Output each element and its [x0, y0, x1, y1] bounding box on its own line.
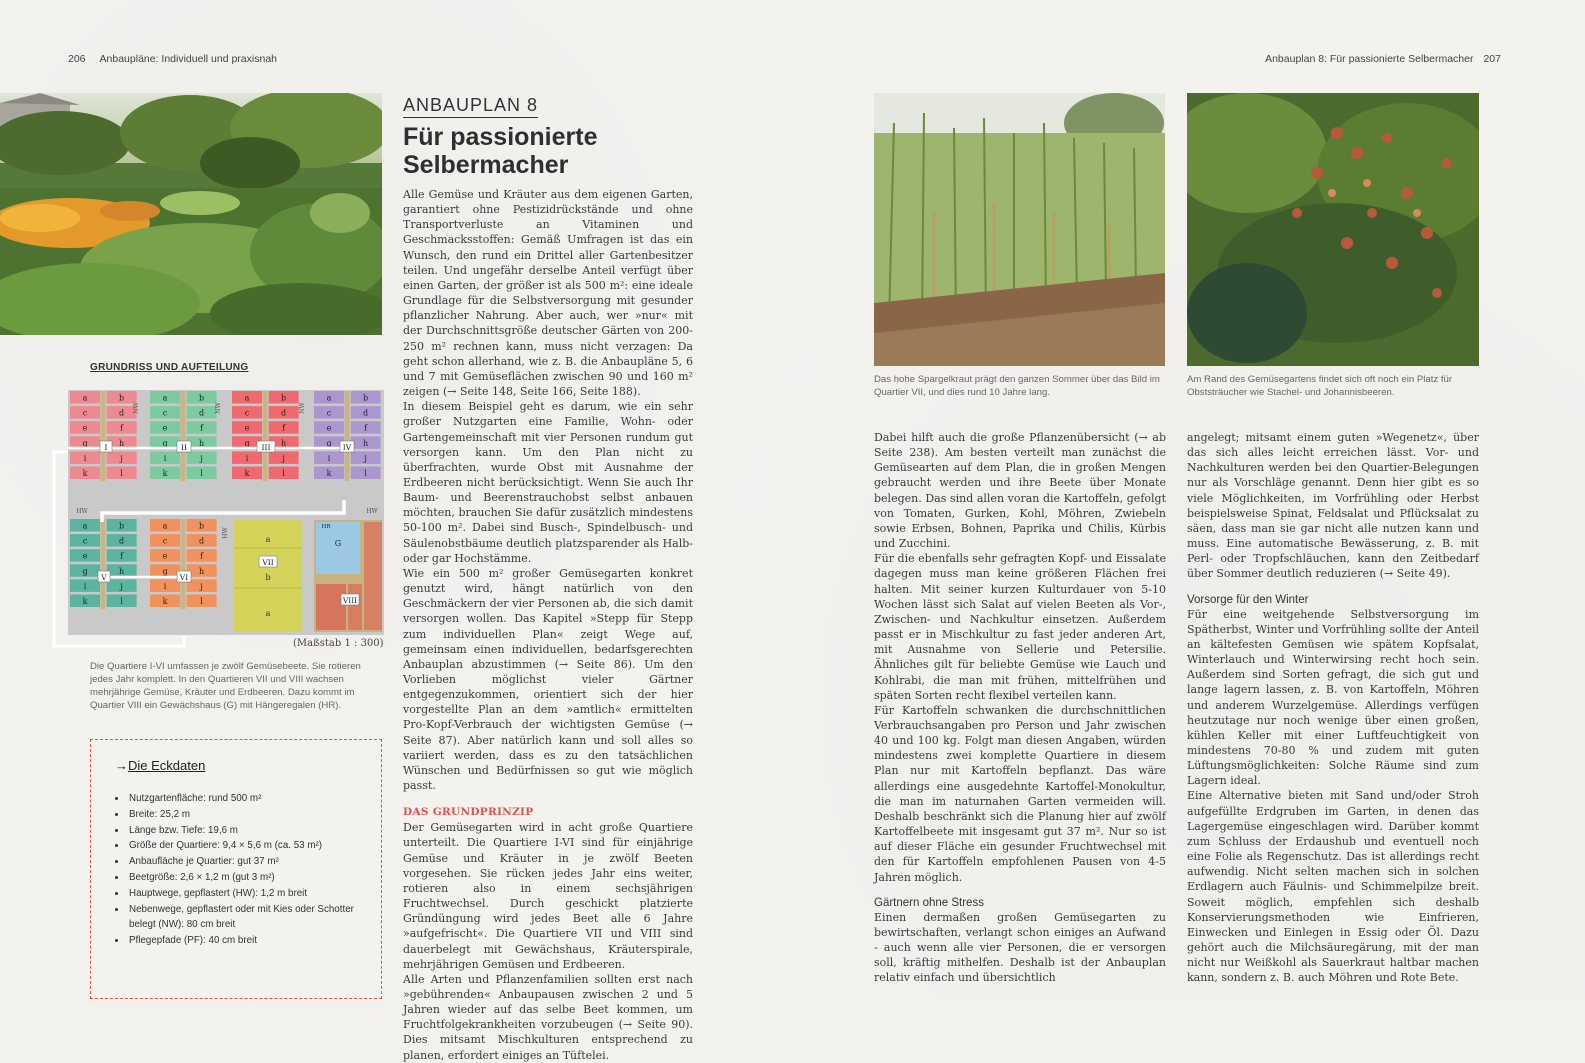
bed-letter: j [364, 453, 367, 463]
col3-paragraph: Für die ebenfalls sehr gefragten Kopf- und Eissalate dagegen muss man keine größeren Flächen frei halten. Mit seiner kurzen Kulturdauer von 5-10 Wochen lässt sich Salat auf vielen Beeten als Vor-, Zwischen- und Nachkultur einsetzen. Außerdem passt er in Mischkultur zu fast jeder anderen Art, mit Ausnahme von Sellerie und Petersilie. Ähnliches gilt für beliebte Gemüse wie Lauch und Kohlrabi, die man mit frühen, mittelfrühen und späten Sorten recht flexibel verteilen kann. [874, 552, 1166, 702]
nw-label: NW [299, 402, 306, 414]
eckdaten-item: • Beetgröße: 2,6 × 1,2 m (gut 3 m²) [127, 870, 381, 886]
pflegepfad [101, 519, 106, 609]
left-header-title: Anbaupläne: Individuell und praxisnah [99, 53, 277, 65]
bed-letter: h [119, 438, 125, 448]
bed-letter: b [119, 521, 125, 531]
eckdaten-box [90, 739, 382, 999]
eckdaten-item: • Anbaufläche je Quartier: gut 37 m² [127, 854, 381, 870]
bed-letter: a [162, 393, 168, 403]
bed-letter: j [200, 453, 203, 463]
eckdaten-item: • Größe der Quartiere: 9,4 × 5,6 m (ca. 53 m²) [127, 838, 381, 854]
grundprinzip-paragraph: Der Gemüsegarten wird in acht große Quartiere unterteilt. Die Quartiere I-VI sind für einjährige Gemüse und Kräuter in je zwölf Beeten vorgesehen. Sie rücken jedes Jahr eins weiter, rotieren also in einem sechsjährigen Fruchtwechsel. Durch geschickt platzierte Gründüngung wird jedes Beet alle 6 Jahre »aufgefrischt«. Die Quartiere VII und VIII sind dauerbelegt mit Gewächshaus, Kräuterspirale, mehrjährigen Gemüsen und Erdbeeren. [403, 821, 693, 971]
bed-letter: a [244, 393, 250, 403]
bed-letter: b [199, 521, 205, 531]
quarter-label: V [101, 573, 107, 582]
hw-label: HW [222, 527, 229, 539]
bed-letter: b [363, 393, 369, 403]
bed-letter: l [282, 469, 285, 478]
bed-letter: i [83, 581, 87, 591]
bed-letter: d [119, 536, 125, 546]
bed-letter: e [244, 423, 250, 433]
bed-letter: c [326, 408, 332, 418]
nw-label: NW [215, 402, 222, 414]
nw-label: NW [133, 402, 140, 414]
intro-text [403, 187, 693, 793]
bed-letter: a [82, 393, 88, 403]
bed-letter: k [162, 597, 168, 606]
quarter-8-bed [316, 584, 346, 630]
bed-letter: d [363, 408, 369, 418]
bed-letter: a [82, 521, 88, 531]
col3-paragraph: Für Kartoffeln schwanken die durchschnittlichen Verbrauchsangaben pro Person und Jahr zwischen 40 und 100 kg. Folgt man diesen Angaben, würden mindestens zwei komplette Quartiere in diesem Plan nur mit Kartoffeln bepflanzt. Das wäre allerdings eine ausgedehnte Kartoffel-Monokultur, die man im naturnahen Garten vermeiden will. Deshalb beschränkt sich die Planung hier auf zwölf Kartoffelbeete mit insgesamt gut 37 m². Nur so ist auf dieser Fläche ein gesunder Fruchtwechsel mit den für Kartoffeln empfohlenen Pausen von 4-5 Jahren möglich. [874, 703, 1166, 884]
hr-label: HR [321, 524, 331, 530]
bed-letter: k [326, 469, 332, 478]
column-3-text [874, 430, 1166, 885]
bed-letter: d [199, 536, 205, 546]
bed-letter: i [245, 453, 249, 463]
garden-plan-diagram [52, 388, 384, 650]
asparagus-caption: Das hohe Spargelkraut prägt den ganzen Sommer über das Bild im Quartier VII, und dies rund 10 Jahre lang. [874, 374, 1160, 398]
eckdaten-item: • Länge bzw. Tiefe: 19,6 m [127, 823, 381, 839]
bed-letter: c [82, 536, 88, 546]
asparagus-photo [874, 93, 1165, 366]
left-running-header [68, 53, 277, 65]
bed-letter: e [82, 423, 88, 433]
bed-letter: k [82, 597, 88, 606]
right-page-number: 207 [1483, 53, 1501, 65]
bed-letter: k [244, 469, 250, 478]
berry-bush-photo [1187, 93, 1479, 366]
col4-paragraph: angelegt; mitsamt einem guten »Wegenetz«, über das sich alles leicht erreichen lässt. Vor- und Nachkulturen werden bei den Quartier-Belegungen nur als Vorschläge genannt. Denn hier gibt es so viele Möglichkeiten, im Vorfrühling oder Herbst beispielsweise Spinat, Feldsalat und Pflücksalat zu säen, dass man sie gar nicht alle nutzen kann und muss. Eine automatische Bewässerung, z. B. mit Perl- oder Tropfschläuchen, kann den Zeitbedarf über Sommer deutlich reduzieren (→ Seite 49). [1187, 431, 1479, 581]
bed-letter: l [120, 597, 123, 606]
quarter-label: VI [179, 573, 189, 582]
intro-paragraph: Wie ein 500 m² großer Gemüsegarten konkret genutzt wird, hängt natürlich von den Geschmäckern der vier Personen ab, die sich damit versorgen wollen. Das Kapitel »Stepp für Stepp zum individuellen Plan« zeigt Wege auf, gemeinsam einen individuellen, bedarfsgerechten Anbauplan abzustimmen (→ Seite 86). Um den Vorlieben möglichst vieler Gärtner entgegenzukommen, orientiert sich der hier vorgestellte Plan an dem »amtlich« ermittelten Pro-Kopf-Verbrauch der wichtigsten Gemüse (→ Seite 87). Aber natürlich kann und soll alles so variiert werden, dass es zu den tatsächlichen Wünschen und Bedürfnissen so gut wie möglich passt. [403, 566, 693, 793]
pflegepfad [181, 391, 186, 481]
subheading-winter: Vorsorge für den Winter [1187, 593, 1309, 606]
bed-letter: l [364, 469, 367, 478]
bed-letter: f [120, 551, 124, 561]
quarter-label: I [104, 443, 108, 452]
bed-letter: g [82, 438, 88, 448]
title-line-1: Für passionierte [403, 123, 598, 151]
pflegepfad [179, 519, 189, 609]
bed-letter: e [162, 551, 168, 561]
quarter-8-bed [364, 522, 382, 630]
bed-letter: h [363, 438, 369, 448]
bed-letter: h [281, 438, 287, 448]
bed-letter: e [326, 423, 332, 433]
bed-letter: i [83, 453, 87, 463]
bed-letter: l [120, 469, 123, 478]
right-running-header [1265, 53, 1501, 65]
bed-letter: e [162, 423, 168, 433]
intro-paragraph: Alle Gemüse und Kräuter aus dem eigenen Garten, garantiert ohne Pestizidrückstände und ohne Transportverluste an Vitaminen und Geschmacksstoffen: Gemäß Umfragen ist das ein Wunsch, den rund ein Drittel aller Gartenbesitzer teilen. Und ungefähr derselbe Anteil verfügt über einen Garten, der größer ist als 500 m²: eine ideale Grundlage für die Selbstversorgung mit gesunder pflanzlicher Nahrung. Aber auch, wer »nur« mit der Durchschnittsgröße deutscher Gärten von 200-250 m² rechnen kann, muss nicht verzagen: Da geht schon allerhand, wie z. B. die Anbaupläne 5, 6 und 7 mit Gemüseflächen zwischen 90 und 160 m² zeigen (→ Seite 148, Seite 166, Seite 188). [403, 188, 693, 399]
bed-letter: j [120, 453, 123, 463]
bed-letter: c [82, 408, 88, 418]
pflegepfad [263, 391, 268, 481]
pflegepfad [101, 391, 106, 481]
plan-caption: Die Quartiere I-VI umfassen je zwölf Gemüsebeete. Sie rotieren jedes Jahr komplett. In den Quartieren VII und VIII wachsen mehrjährige Gemüse, Kräuter und Erdbeeren. Dazu kommt im Quartier VIII ein Gewächshaus (G) mit Hängeregalen (HR). [90, 661, 361, 711]
bed-letter: j [282, 453, 285, 463]
pflegepfad [342, 391, 352, 481]
title-line-2: Selbermacher [403, 151, 569, 179]
bed-letter: h [119, 566, 125, 576]
bed-letter: i [327, 453, 331, 463]
hw-label: HW [76, 508, 88, 515]
arrow-right-icon: → [115, 758, 128, 773]
eckdaten-title: Die Eckdaten [128, 758, 206, 773]
section-heading-grundprinzip: DAS GRUNDPRINZIP [403, 806, 534, 819]
article-column [403, 95, 693, 1063]
bed-letter: f [200, 551, 204, 561]
bed-letter: g [326, 438, 332, 448]
bed-letter: f [364, 423, 368, 433]
col3-paragraph: Dabei hilft auch die große Pflanzenübersicht (→ ab Seite 238). Am besten verteilt man zunächst die Gemüsearten auf dem Plan, die in großen Mengen gebraucht werden und ihre Beete über Monate belegen. Das sind allen voran die Kartoffeln, gefolgt von Tomaten, Gurken, Kohl, Möhren, Zwiebeln sowie Erbsen, Bohnen, Paprika und Chilis, Kürbis und Zucchini. [874, 431, 1166, 551]
bed-letter: d [119, 408, 125, 418]
column-4-text [1187, 430, 1479, 582]
eckdaten-item: • Breite: 25,2 m [127, 807, 381, 823]
bed-letter: b [119, 393, 125, 403]
eckdaten-item: • Hauptwege, gepflastert (HW): 1,2 m breit [127, 886, 381, 902]
bed-letter: k [82, 469, 88, 478]
quarter-label: II [181, 443, 187, 452]
bed-letter: c [244, 408, 250, 418]
bed-letter: d [199, 408, 205, 418]
eckdaten-item: • Nutzgartenfläche: rund 500 m² [127, 791, 381, 807]
bed-letter: a [265, 535, 271, 544]
bed-letter: b [281, 393, 287, 403]
quarter-label: IV [342, 443, 352, 452]
grundriss-heading: GRUNDRISS UND AUFTEILUNG [90, 362, 249, 373]
eckdaten-list [115, 791, 381, 949]
bed-letter: h [199, 566, 205, 576]
bed-letter: a [326, 393, 332, 403]
bed-letter: g [244, 438, 250, 448]
grundprinzip-text [403, 820, 693, 1063]
bed-letter: j [120, 581, 123, 591]
hw-label: HW [366, 508, 378, 515]
bed-letter: c [162, 408, 168, 418]
bed-letter: a [265, 609, 271, 618]
bed-letter: f [282, 423, 286, 433]
winter-text [1187, 607, 1479, 986]
greenhouse-label: G [334, 539, 342, 548]
article-title [403, 123, 693, 179]
column-4 [1187, 430, 1479, 985]
bed-letter: g [162, 438, 168, 448]
eckdaten-item: • Nebenwege, gepflastert oder mit Kies oder Schotter belegt (NW): 80 cm breit [127, 902, 381, 934]
bed-letter: h [199, 438, 205, 448]
intro-paragraph: In diesem Beispiel geht es darum, wie ein sehr großer Nutzgarten eine Familie, Wohn- oder Gartengemeinschaft mit vier Personen rundum gut versorgen kann. Um den Plan nicht zu überfrachten, wurde Obst mit Ausnahme der Erdbeeren nicht berücksichtigt. Wenn Sie auch Ihr Baum- und Beerenstrauchobst selbst anbauen möchten, brauchen Sie dafür zusätzlich mindestens 50-100 m². Dabei sind Busch-, Spindelbusch- und Säulenobstbäume deutlich platzsparender als Halb- oder gar Hochstämme. [403, 400, 693, 565]
eckdaten-item: • Pflegepfade (PF): 40 cm breit [127, 933, 381, 949]
winter-paragraph: Für eine weitgehende Selbstversorgung im Spätherbst, Winter und Vorfrühling sollte der Anteil an kältefesten Gemüsen wie spätem Kopfsalat, Winterlauch und Winterwirsing recht hoch sein. Außerdem sind Sorten gefragt, die sich gut und lange lagern lassen, z. B. von Kartoffeln, Möhren und anderem Wurzelgemüse. Allerdings verfügen heutzutage nur noch wenige über einen großen, kühlen Keller mit einer Luftfeuchtigkeit von mindestens 70-80 % und zudem mit guten Lüftungsmöglichkeiten: Solche Räume sind zum Lagern ideal. [1187, 607, 1479, 788]
quarter-label: III [261, 443, 271, 452]
bed-letter: i [163, 581, 167, 591]
right-header-title: Anbauplan 8: Für passionierte Selbermacher [1265, 53, 1474, 65]
subheading-stress: Gärtnern ohne Stress [874, 896, 984, 909]
bed-letter: f [200, 423, 204, 433]
plan-scale: (Maßstab 1 : 300) [293, 638, 384, 649]
bed-letter: e [82, 551, 88, 561]
quarter-label: VII [262, 558, 274, 567]
article-kicker: ANBAUPLAN 8 [403, 95, 538, 118]
bed-letter: l [200, 597, 203, 606]
bed-letter: l [200, 469, 203, 478]
bed-letter: g [162, 566, 168, 576]
bed-letter: d [281, 408, 287, 418]
berry-caption: Am Rand des Gemüsegartens findet sich oft noch ein Platz für Obststräucher wie Stachel- und Johannisbeeren. [1187, 374, 1453, 398]
winter-paragraph: Eine Alternative bieten mit Sand und/oder Stroh aufgefüllte Erdgruben im Garten, in denen das Lagergemüse eingeschlagen wird. Darüber kommt zum Schluss der Erdaushub und eventuell noch eine Folie als Regenschutz. Das ist allerdings recht aufwendig. Nicht selten machen sich in solchen Erdlagern auch Fäulnis- und Schimmelpilze breit. Soweit möglich, empfehlen sich deshalb Konservierungsmethoden wie Einfrieren, Einwecken und Einlegen in Essig oder Öl. Dazu gehört auch die Milchsäuregärung, mit der man nicht nur Weißkohl als Sauerkraut haltbar machen kann, sondern z. B. auch Möhren und Rote Bete. [1187, 789, 1479, 985]
left-page-number: 206 [68, 53, 86, 65]
quarter-label: VIII [342, 596, 358, 605]
garden-plan-svg [52, 388, 384, 650]
grundprinzip-paragraph: Alle Arten und Pflanzenfamilien sollten erst nach »gebührenden« Anbaupausen zwischen 2 und 5 Jahren wieder auf das selbe Beet kommen, um Fruchtfolgekrankheiten vorzubeugen (→ Seite 90). Dies mitsamt Mischkulturen entsprechend zu planen, erfordert einiges an Tüftelei. [403, 972, 693, 1062]
eckdaten-heading [115, 758, 381, 773]
bed-letter: g [82, 566, 88, 576]
bed-letter: b [265, 573, 271, 582]
bed-letter: c [162, 536, 168, 546]
bed-letter: i [163, 453, 167, 463]
bed-letter: b [199, 393, 205, 403]
bed-letter: j [200, 581, 203, 591]
stress-text: Einen dermaßen großen Gemüsegarten zu bewirtschaften, verlangt schon einiges an Aufwand - auch wenn alle vier Personen, die er versorgen soll, kräftig mithelfen. Deshalb ist der Anbauplan relativ einfach und übersichtlich [874, 910, 1166, 985]
garden-photo [0, 93, 382, 335]
bed-letter: f [120, 423, 124, 433]
quarter-8-bed [348, 584, 362, 630]
column-3 [874, 430, 1166, 985]
bed-letter: a [162, 521, 168, 531]
bed-letter: k [162, 469, 168, 478]
